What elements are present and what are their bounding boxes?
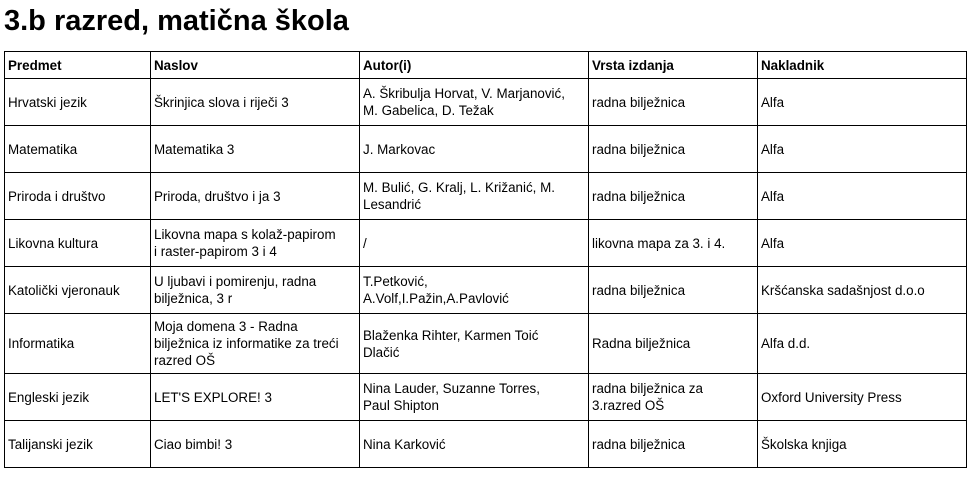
- cell-nakladnik-text: Oxford University Press: [761, 389, 902, 405]
- cell-naslov-text: Moja domena 3 - Radna bilježnica iz informatike za treći razred OŠ: [154, 319, 339, 368]
- cell-naslov-text: Matematika 3: [154, 141, 235, 157]
- cell-autori-text: /: [363, 235, 367, 251]
- cell-autori-text: M. Bulić, G. Kralj, L. Križanić, M. Lesandrić: [363, 180, 555, 212]
- cell-nakladnik: [758, 421, 967, 468]
- cell-predmet-text: Matematika: [8, 141, 78, 157]
- cell-vrsta: [589, 173, 758, 220]
- cell-autori: [360, 220, 589, 267]
- cell-naslov-text: Likovna mapa s kolaž-papirom i raster-papirom 3 i 4: [154, 227, 336, 259]
- header-autori: Autor(i): [360, 52, 589, 79]
- cell-predmet-text: Hrvatski jezik: [8, 94, 87, 110]
- cell-vrsta: [589, 126, 758, 173]
- cell-vrsta: [589, 267, 758, 314]
- textbook-table: [4, 51, 967, 468]
- header-predmet: Predmet: [5, 52, 151, 79]
- table-row: [5, 220, 967, 267]
- cell-autori: [360, 374, 589, 421]
- cell-autori-text: A. Škribulja Horvat, V. Marjanović, M. Gabelica, D. Težak: [363, 86, 565, 118]
- page-title: 3.b razred, matična škola: [4, 5, 349, 37]
- table-row: [5, 79, 967, 126]
- cell-vrsta-text: radna bilježnica: [592, 188, 686, 204]
- cell-nakladnik-text: Školska knjiga: [761, 436, 847, 452]
- cell-predmet: [5, 374, 151, 421]
- cell-predmet: [5, 421, 151, 468]
- cell-autori-text: Nina Lauder, Suzanne Torres, Paul Shipton: [363, 381, 540, 413]
- cell-nakladnik: [758, 374, 967, 421]
- cell-vrsta-text: Radna bilježnica: [592, 336, 691, 351]
- cell-naslov: [151, 374, 360, 421]
- cell-vrsta: [589, 374, 758, 421]
- cell-nakladnik: [758, 126, 967, 173]
- cell-predmet: [5, 79, 151, 126]
- cell-naslov: [151, 421, 360, 468]
- cell-naslov: [151, 173, 360, 220]
- cell-autori: [360, 267, 589, 314]
- cell-vrsta-text: radna bilježnica: [592, 282, 686, 298]
- cell-autori-text: T.Petković, A.Volf,I.Pažin,A.Pavlović: [363, 274, 509, 306]
- cell-predmet-text: Likovna kultura: [8, 235, 99, 251]
- cell-nakladnik: [758, 267, 967, 314]
- cell-naslov-text: Ciao bimbi! 3: [154, 436, 233, 452]
- cell-nakladnik-text: Alfa: [761, 188, 785, 204]
- cell-vrsta-text: radna bilježnica za 3.razred OŠ: [592, 381, 703, 413]
- cell-predmet-text: Talijanski jezik: [8, 436, 93, 452]
- table-row: [5, 421, 967, 468]
- cell-autori: [360, 173, 589, 220]
- cell-naslov-text: Priroda, društvo i ja 3: [154, 188, 281, 204]
- cell-nakladnik: [758, 79, 967, 126]
- cell-naslov: [151, 314, 360, 374]
- cell-autori-text: Blaženka Rihter, Karmen Toić Dlačić: [363, 327, 539, 360]
- cell-nakladnik-text: Alfa: [761, 94, 785, 110]
- cell-naslov: [151, 126, 360, 173]
- cell-autori: [360, 126, 589, 173]
- cell-autori: [360, 79, 589, 126]
- table-row: [5, 374, 967, 421]
- cell-vrsta: [589, 314, 758, 374]
- cell-predmet: [5, 126, 151, 173]
- header-naslov: Naslov: [151, 52, 360, 79]
- table-row: [5, 173, 967, 220]
- cell-autori-text: J. Markovac: [363, 141, 436, 157]
- cell-nakladnik-text: Alfa: [761, 235, 785, 251]
- cell-nakladnik: [758, 220, 967, 267]
- table-row: [5, 267, 967, 314]
- header-vrsta-izdanja: Vrsta izdanja: [589, 52, 758, 79]
- cell-vrsta: [589, 220, 758, 267]
- cell-naslov: [151, 267, 360, 314]
- cell-naslov-text: LET'S EXPLORE! 3: [154, 389, 272, 405]
- cell-autori: [360, 314, 589, 374]
- header-nakladnik: Nakladnik: [758, 52, 967, 79]
- cell-nakladnik-text: Alfa: [761, 141, 785, 157]
- cell-vrsta: [589, 421, 758, 468]
- cell-autori-text: Nina Karković: [363, 436, 446, 452]
- cell-predmet: [5, 314, 151, 374]
- cell-nakladnik-text: Kršćanska sadašnjost d.o.o: [761, 282, 925, 298]
- cell-nakladnik: [758, 314, 967, 374]
- table-row: [5, 126, 967, 173]
- cell-vrsta-text: likovna mapa za 3. i 4.: [592, 235, 726, 251]
- cell-predmet: [5, 173, 151, 220]
- cell-naslov-text: Škrinjica slova i riječi 3: [154, 94, 289, 110]
- table-row: [5, 314, 967, 374]
- cell-predmet-text: Priroda i društvo: [8, 188, 106, 204]
- cell-naslov: [151, 79, 360, 126]
- cell-predmet: [5, 220, 151, 267]
- cell-predmet-text: Katolički vjeronauk: [8, 282, 120, 298]
- cell-nakladnik: [758, 173, 967, 220]
- cell-nakladnik-text: Alfa d.d.: [761, 336, 811, 351]
- cell-vrsta: [589, 79, 758, 126]
- cell-vrsta-text: radna bilježnica: [592, 141, 686, 157]
- table-header-row: [5, 52, 967, 79]
- cell-naslov-text: U ljubavi i pomirenju, radna bilježnica, 3 r: [154, 274, 317, 306]
- cell-vrsta-text: radna bilježnica: [592, 94, 686, 110]
- cell-predmet-text: Engleski jezik: [8, 389, 90, 405]
- cell-predmet-text: Informatika: [8, 336, 75, 351]
- cell-naslov: [151, 220, 360, 267]
- cell-autori: [360, 421, 589, 468]
- cell-vrsta-text: radna bilježnica: [592, 436, 686, 452]
- cell-predmet: [5, 267, 151, 314]
